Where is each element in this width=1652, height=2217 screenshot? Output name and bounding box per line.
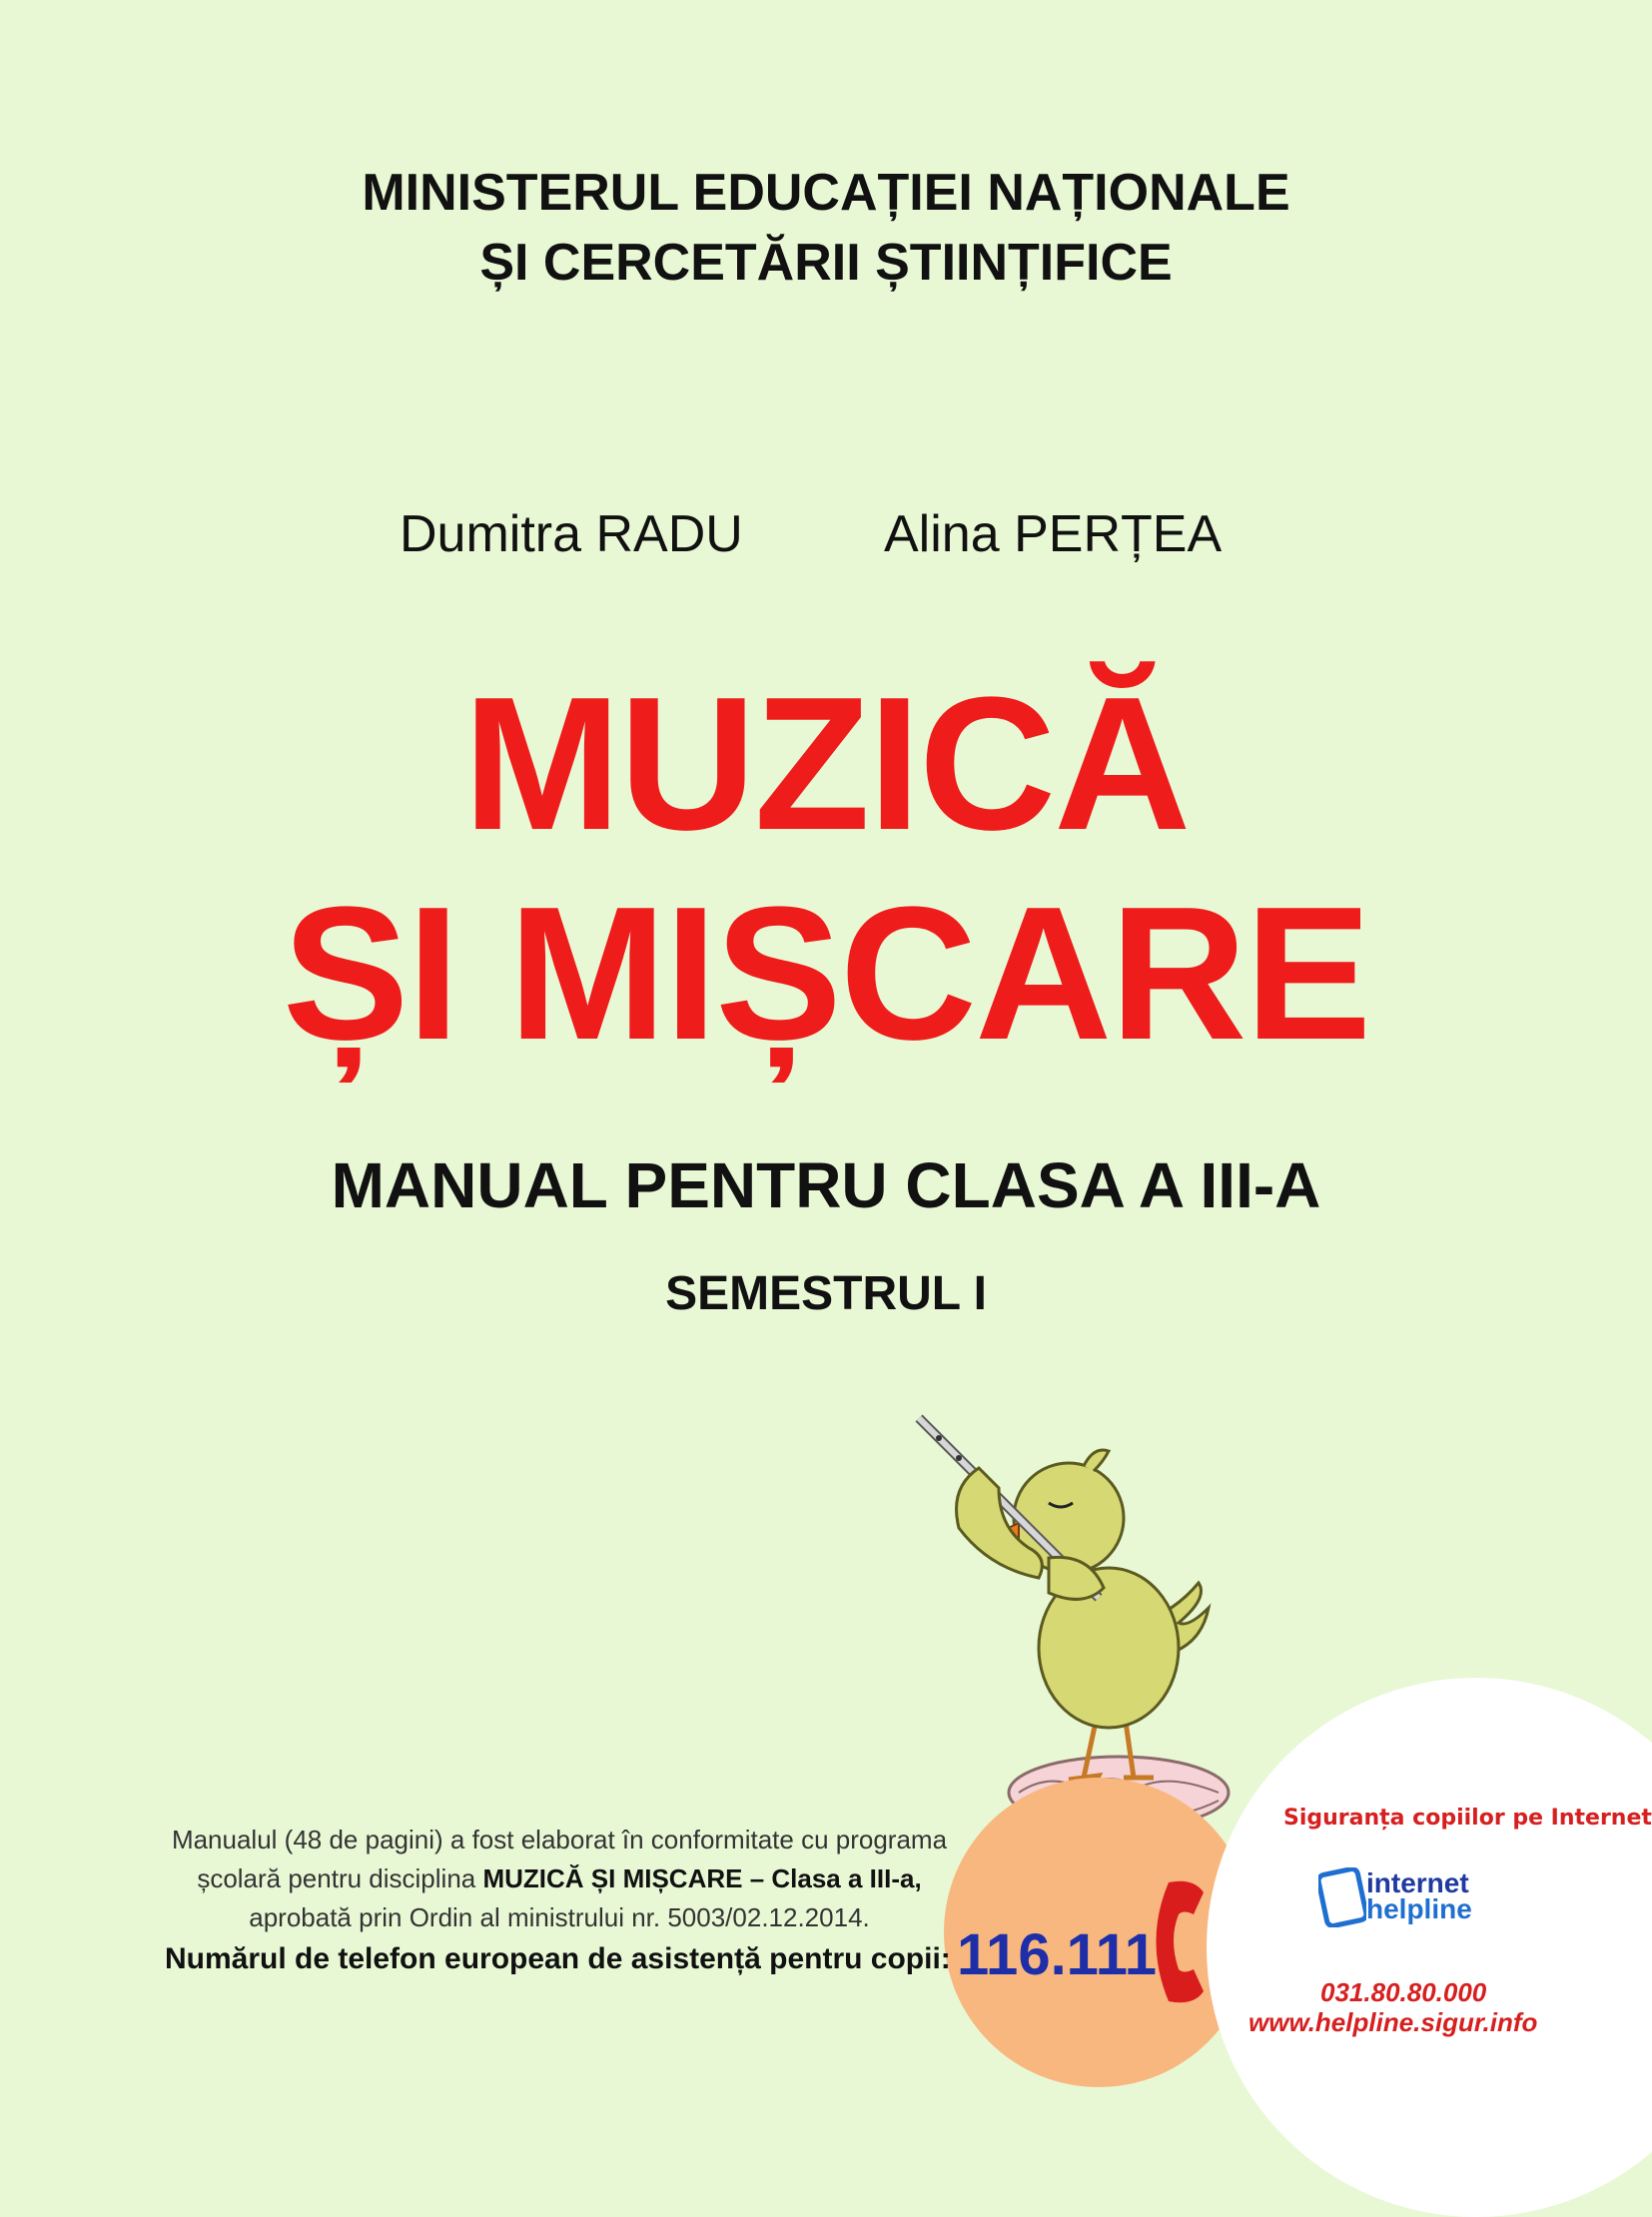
- helpline-title: Siguranța copiilor pe Internet: [1283, 1806, 1652, 1831]
- bird-flute-illustration: [899, 1408, 1239, 1838]
- phone-icon: [1149, 1877, 1209, 2007]
- helpline-number: 031.80.80.000: [1320, 1977, 1487, 2007]
- subtitle: MANUAL PENTRU CLASA A III-A: [331, 1149, 1321, 1221]
- helpline-url[interactable]: www.helpline.sigur.info: [1248, 2007, 1538, 2037]
- info-line-2: [130, 1859, 989, 1898]
- info-line-2-suffix: ,: [914, 1863, 922, 1893]
- helpline-circle: [1207, 1678, 1652, 2217]
- author-1: Dumitra RADU: [400, 505, 743, 563]
- title-line-1: MUZICĂ: [462, 658, 1190, 870]
- ministry-line-1: MINISTERUL EDUCAȚIEI NAȚIONALE: [362, 164, 1290, 222]
- helpline-logo-word2: helpline: [1366, 1893, 1472, 1924]
- phone-label: Numărul de telefon european de asistență pentru copii:: [165, 1942, 951, 1975]
- tablet-icon: [1318, 1867, 1366, 1927]
- helpline-logo-word1: internet: [1366, 1867, 1469, 1898]
- info-line-2-bold: MUZICĂ ȘI MIȘCARE – Clasa a III-a: [482, 1863, 915, 1893]
- info-line-2-prefix: școlară pentru disciplina: [197, 1863, 483, 1893]
- phone-number: 116.111: [957, 1922, 1158, 1987]
- title-line-2: ȘI MIȘCARE: [282, 868, 1370, 1080]
- semester: SEMESTRUL I: [665, 1267, 987, 1320]
- author-2: Alina PERȚEA: [884, 505, 1223, 563]
- info-line-1: Manualul (48 de pagini) a fost elaborat în conformitate cu programa: [171, 1825, 948, 1854]
- ministry-line-2: ȘI CERCETĂRII ȘTIINȚIFICE: [479, 234, 1173, 292]
- info-line-3: aprobată prin Ordin al ministrului nr. 5003/02.12.2014.: [249, 1902, 870, 1932]
